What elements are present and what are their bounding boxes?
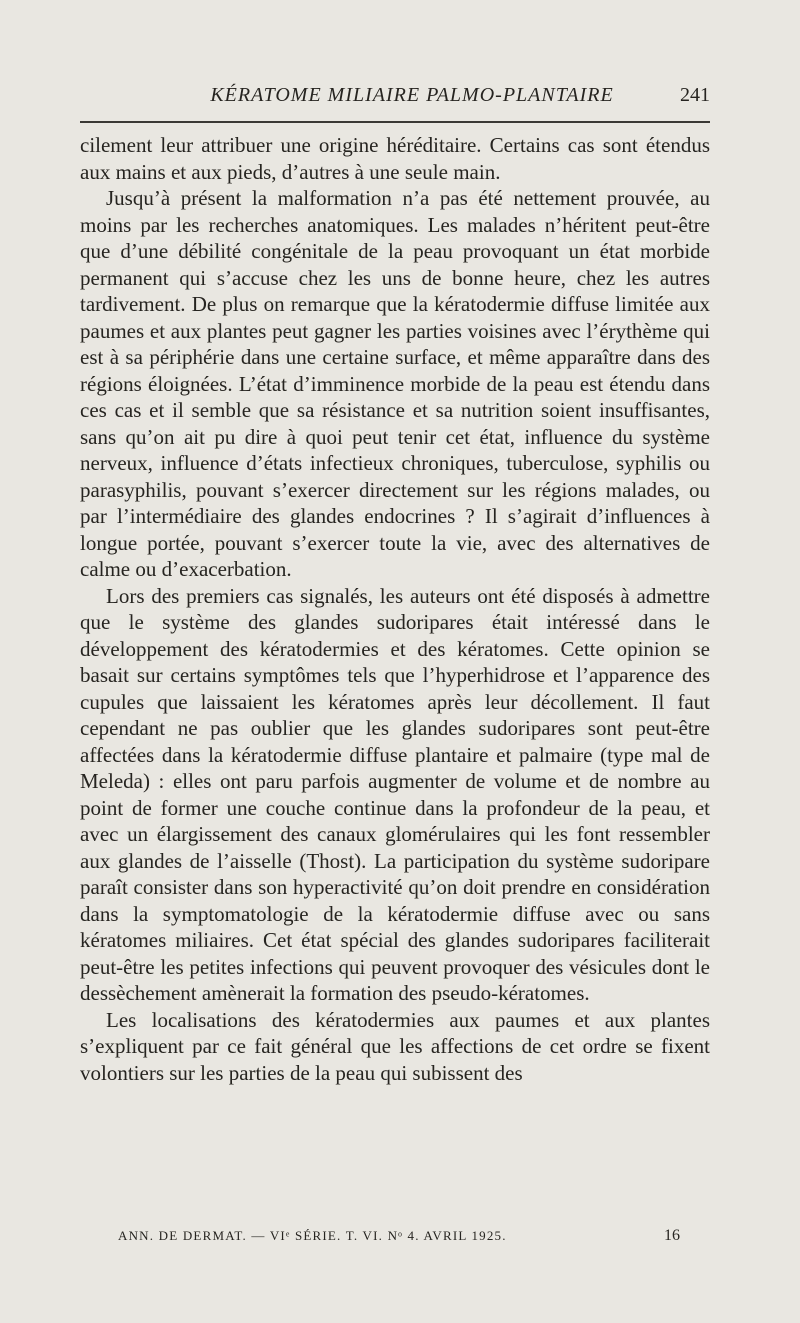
paragraph-localisations: Les localisations des kératodermies aux paumes et aux plantes s’expliquent par ce fait général que les affections de cet ordre se fixent volontiers sur les parties de la peau qui subissent des <box>80 1007 710 1085</box>
paragraph-heredite: Jusqu’à présent la malformation n’a pas été nettement prouvée, au moins par les recherches anatomiques. Les malades n’héritent peut-être que d’une débilité congénitale de la peau provoquant un état morbide permanent qui s’accuse chez les uns de bonne heure, chez les autres tardivement. De plus on remarque que la kératodermie diffuse limitée aux paumes et aux plantes peut gagner les parties voisines avec l’érythème qui est à sa périphérie dans une certaine surface, et même apparaître dans des régions éloignées. L’état d’imminence morbide de la peau est étendu dans ces cas et il semble que sa résistance et sa nutrition soient insuffisantes, sans qu’on ait pu dire à quoi peut tenir cet état, influence du système nerveux, influence d’états infectieux chroniques, tuberculose, syphilis ou parasyphilis, pouvant s’exercer directement sur les régions malades, ou par l’intermédiaire des glandes endocrines ? Il s’agirait d’influences à longue portée, pouvant s’exercer toute la vie, avec des alternatives de calme ou d’exacerbation. <box>80 186 710 581</box>
running-title: KÉRATOME MILIAIRE PALMO-PLANTAIRE <box>210 84 614 106</box>
page-footer <box>118 1228 710 1248</box>
article-body <box>80 132 710 1086</box>
paragraph-glandes-sudoripares: Lors des premiers cas signalés, les auteurs ont été disposés à admettre que le système des glandes sudoripares était intéressé dans le développement des kératodermies et des kératomes. Cette opinion se basait sur certains symptômes tels que l’hyperhidrose et l’apparence des cupules que laissaient les kératomes après leur décollement. Il faut cependant ne pas oublier que les glandes sudoripares sont peut-être affectées dans la kératodermie diffuse plantaire et palmaire (type mal de Meleda) : elles ont paru parfois augmenter de volume et de nombre au point de former une couche continue dans la profondeur de la peau, et avec un élargissement des canaux glomérulaires qui les font ressembler aux glandes de l’aisselle (Thost). La participation du système sudoripare paraît consister dans son hyperactivité qu’on doit prendre en considération dans la symptomatologie de la kératodermie diffuse avec ou sans kératomes miliaires. Cet état spécial des glandes sudoripares faciliterait peut-être les petites infections qui peuvent provoquer des vésicules dont le dessèchement amènerait la formation des pseudo-kératomes. <box>80 583 710 1005</box>
signature-number: 16 <box>664 1227 680 1244</box>
header-rule <box>80 121 710 123</box>
running-head <box>80 84 710 110</box>
paragraph-continuation: cilement leur attribuer une origine héréditaire. Certains cas sont étendus aux mains et aux pieds, d’autres à une seule main. <box>80 133 710 184</box>
journal-citation: ANN. DE DERMAT. — VIᵉ SÉRIE. T. VI. Nᵒ 4. AVRIL 1925. <box>118 1228 507 1243</box>
page-number: 241 <box>680 84 710 106</box>
